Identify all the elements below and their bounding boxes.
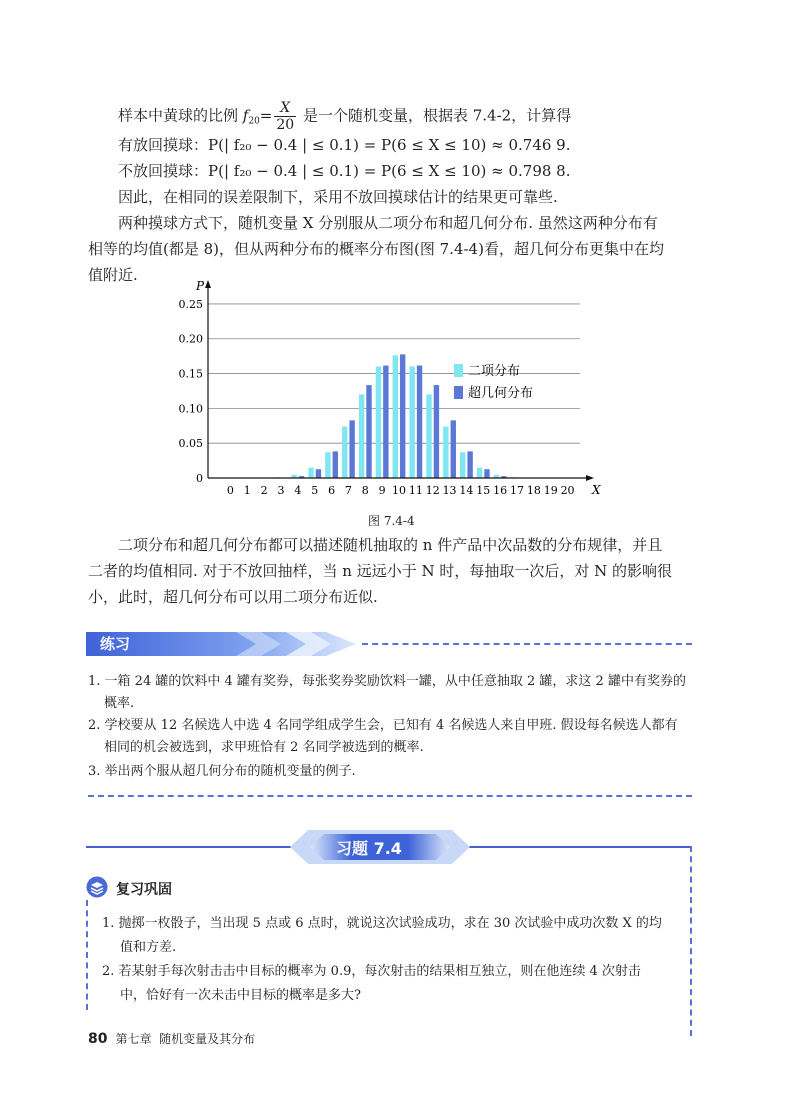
x-tick-label: 18 — [526, 484, 541, 497]
x-tick-label: 9 — [378, 484, 386, 497]
para3-line-2: 二者的均值相同. 对于不放回抽样，当 n 远远小于 N 时，每抽取一次后，对 N 的影响很 — [88, 562, 673, 580]
fraction-numerator: X — [274, 100, 296, 117]
exercise-2-line-2: 相同的机会被选到，求甲班恰有 2 名同学被选到的概率. — [104, 740, 424, 755]
bar-hypergeometric-10 — [400, 354, 405, 478]
homework-2-line-1: 2. 若某射手每次射击击中目标的概率为 0.9，每次射击的结果相互独立，则在他连续 4 次射击 — [102, 964, 641, 979]
x-tick-label: 8 — [361, 484, 369, 497]
legend-swatch — [454, 364, 463, 377]
chapter-title: 随机变量及其分布 — [159, 1032, 256, 1046]
bar-binomial-13 — [443, 427, 448, 478]
bar-binomial-14 — [460, 452, 465, 478]
x-tick-label: 0 — [226, 484, 234, 497]
ratio-text-post: 是一个随机变量，根据表 7.4-2，计算得 — [298, 106, 572, 125]
y-tick-label: 0.15 — [178, 367, 203, 381]
page-number: 80 — [88, 1031, 108, 1047]
x-tick-label: 13 — [442, 484, 457, 497]
bar-hypergeometric-13 — [451, 420, 456, 478]
y-tick-label: 0.05 — [178, 437, 203, 451]
review-stack-icon — [86, 876, 108, 898]
x-tick-label: 6 — [328, 484, 336, 497]
para2-line-1: 两种摸球方式下，随机变量 X 分别服从二项分布和超几何分布. 虽然这两种分布有 — [118, 214, 658, 232]
review-section-title: 复习巩固 — [116, 882, 172, 898]
x-tick-label: 1 — [243, 484, 251, 497]
distribution-chart — [170, 280, 610, 510]
x-tick-label: 5 — [311, 484, 319, 497]
homework-left-border — [86, 900, 88, 1010]
fraction-denominator: 20 — [276, 117, 295, 133]
legend-label: 超几何分布 — [468, 386, 534, 401]
exercise-2-line-1: 2. 学校要从 12 名候选人中选 4 名同学组成学生会，已知有 4 名候选人来自甲班. 假设每名候选人都有 — [88, 718, 678, 733]
y-tick-label: 0.20 — [178, 332, 203, 346]
bar-hypergeometric-8 — [366, 385, 371, 478]
f-subscript: 20 — [248, 116, 260, 127]
x-tick-label: 16 — [493, 484, 508, 497]
para2-line-3: 值附近. — [88, 266, 138, 284]
exercise-dash-top — [362, 643, 692, 645]
bar-hypergeometric-5 — [316, 469, 321, 478]
f-symbol: f — [242, 106, 249, 125]
conclusion-line: 因此，在相同的误差限制下，采用不放回摸球估计的结果更可靠些. — [118, 188, 558, 206]
homework-right-border — [690, 846, 692, 1036]
bar-binomial-5 — [308, 468, 313, 478]
bar-hypergeometric-9 — [383, 366, 388, 478]
x-tick-label: 2 — [260, 484, 268, 497]
x-tick-label: 20 — [560, 484, 575, 497]
x-tick-label: 10 — [392, 484, 406, 497]
x-tick-label: 19 — [543, 484, 558, 497]
y-axis-label: P — [196, 280, 205, 293]
chapter-label: 第七章 — [115, 1032, 152, 1046]
para3-line-1: 二项分布和超几何分布都可以描述随机抽取的 n 件产品中次品数的分布规律，并且 — [118, 536, 663, 554]
x-axis-label: X — [592, 483, 601, 497]
x-tick-label: 12 — [425, 484, 440, 497]
legend-label: 二项分布 — [468, 364, 521, 379]
x-tick-label: 17 — [510, 484, 524, 497]
fraction — [274, 100, 296, 133]
bar-hypergeometric-12 — [434, 385, 439, 478]
bar-hypergeometric-11 — [417, 366, 422, 478]
bar-binomial-12 — [426, 394, 431, 478]
legend-swatch — [454, 386, 463, 399]
y-tick-label: 0.25 — [178, 297, 203, 311]
homework-1-line-2: 值和方差. — [120, 940, 177, 955]
ratio-text-pre: 样本中黄球的比例 — [118, 106, 243, 125]
ratio-sentence — [118, 100, 571, 133]
x-axis-arrow — [586, 475, 594, 481]
x-tick-label: 4 — [294, 484, 302, 497]
exercise-dash-bottom — [88, 795, 692, 797]
x-tick-label: 3 — [277, 484, 285, 497]
exercise-1-line-1: 1. 一箱 24 罐的饮料中 4 罐有奖券，每张奖券奖励饮料一罐，从中任意抽取 2 罐，求这 2 罐中有奖券的 — [88, 674, 686, 689]
bar-binomial-8 — [359, 394, 364, 478]
equals-sign: = — [259, 106, 273, 125]
y-axis-arrow — [205, 280, 211, 288]
bar-hypergeometric-14 — [467, 451, 472, 478]
exercise-3: 3. 举出两个服从超几何分布的随机变量的例子. — [88, 764, 356, 779]
x-tick-label: 14 — [459, 484, 474, 497]
para3-line-3: 小，此时，超几何分布可以用二项分布近似. — [88, 588, 378, 606]
without-replacement-line: 不放回摸球：P(| f₂₀ − 0.4 | ≤ 0.1) = P(6 ≤ X ≤ 10) ≈ 0.798 8. — [118, 162, 571, 180]
exercise-1-line-2: 概率. — [104, 696, 135, 711]
page-footer — [88, 1030, 255, 1047]
homework-title: 习题 7.4 — [336, 839, 402, 858]
bar-binomial-11 — [409, 366, 414, 478]
x-tick-label: 11 — [408, 484, 423, 497]
bar-hypergeometric-15 — [484, 469, 489, 478]
bar-binomial-15 — [477, 468, 482, 478]
bar-binomial-7 — [342, 427, 347, 478]
exercise-title: 练习 — [100, 635, 131, 653]
with-replacement-line: 有放回摸球：P(| f₂₀ − 0.4 | ≤ 0.1) = P(6 ≤ X ≤ 10) ≈ 0.746 9. — [118, 136, 571, 154]
y-tick-label: 0 — [196, 472, 203, 485]
x-tick-label: 15 — [476, 484, 491, 497]
bar-hypergeometric-6 — [333, 451, 338, 478]
para2-line-2: 相等的均值(都是 8)，但从两种分布的概率分布图(图 7.4-4)看，超几何分布更集中在均 — [88, 240, 664, 258]
homework-1-line-1: 1. 抛掷一枚骰子，当出现 5 点或 6 点时，就说这次试验成功，求在 30 次试验中成功次数 X 的均 — [102, 916, 662, 931]
homework-2-line-2: 中，恰好有一次未击中目标的概率是多大? — [120, 988, 361, 1003]
bar-binomial-9 — [376, 366, 381, 478]
bar-binomial-10 — [393, 355, 398, 478]
x-tick-label: 7 — [344, 484, 352, 497]
bar-binomial-6 — [325, 452, 330, 478]
y-tick-label: 0.10 — [178, 402, 203, 416]
bar-hypergeometric-7 — [349, 420, 354, 478]
figure-caption: 图 7.4-4 — [368, 514, 415, 528]
